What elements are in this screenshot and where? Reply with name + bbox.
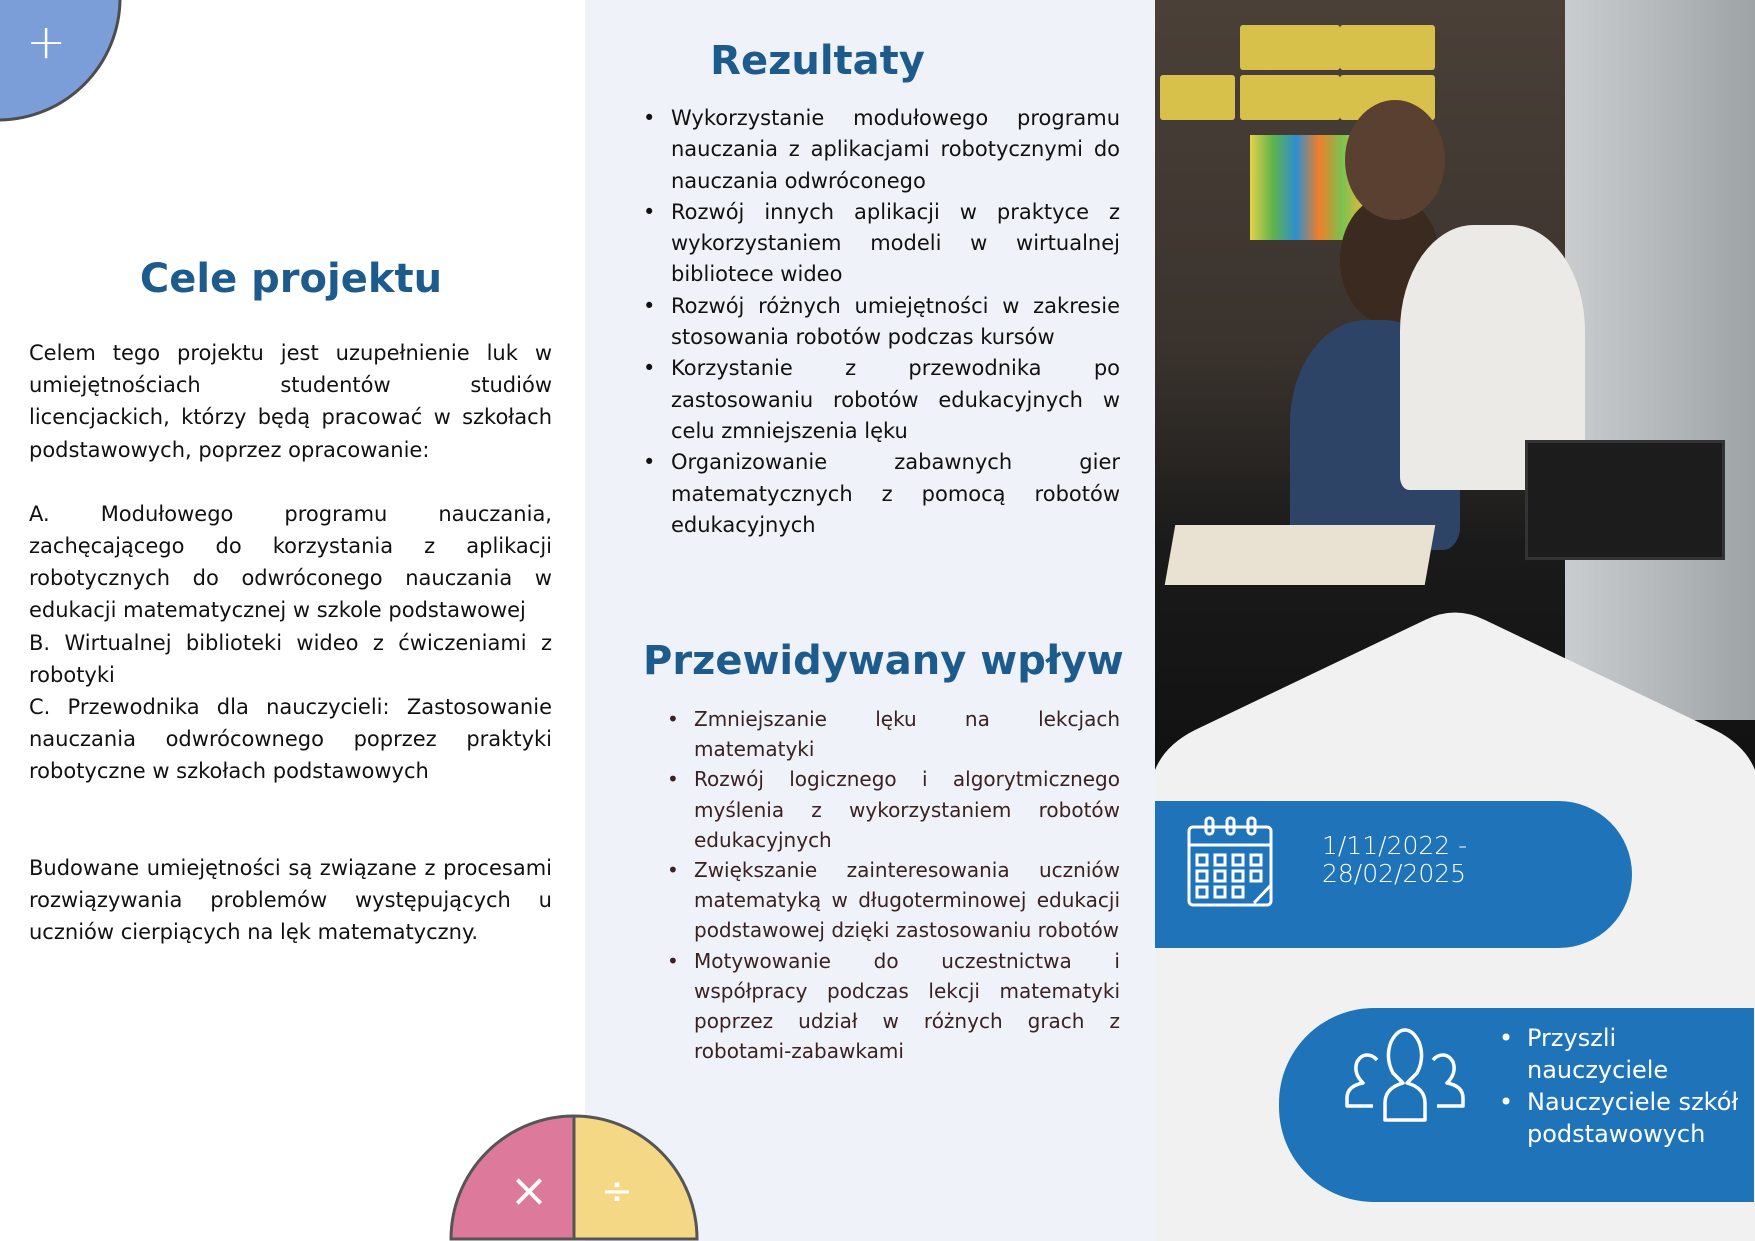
date-range <box>1322 832 1467 888</box>
goals-title: Cele projektu <box>139 256 443 302</box>
list-item: • Nauczyciele szkół podstawowych <box>1527 1086 1739 1150</box>
list-item: • Rozwój logicznego i algorytmicznego myślenia z wykorzystaniem robotów edukacyjnych <box>694 764 1120 855</box>
math-symbols-graphic <box>449 1114 699 1241</box>
divide-icon: ÷ <box>601 1169 633 1213</box>
multiply-icon: × <box>509 1163 549 1217</box>
list-item: • Przyszli nauczyciele <box>1527 1022 1739 1086</box>
plus-icon: + <box>26 14 67 70</box>
list-item: • Wykorzystanie modułowego programu nauczania z aplikacjami robotycznymi do nauczania odwróconego <box>671 103 1120 197</box>
list-item: • Zmniejszanie lęku na lekcjach matematyki <box>694 704 1120 764</box>
audience-list <box>1527 1022 1739 1150</box>
results-title: Rezultaty <box>710 38 925 84</box>
goal-a: A. Modułowego programu nauczania, zachęcającego do korzystania z aplikacji robotycznych do odwróconego nauczania w edukacji matematycznej w szkole podstawowej <box>29 501 552 623</box>
corner-plus-badge <box>0 0 125 125</box>
results-list <box>671 103 1120 541</box>
divide-segment <box>574 1116 697 1239</box>
list-item: • Organizowanie zabawnych gier matematycznych z pomocą robotów edukacyjnych <box>671 447 1120 541</box>
goal-b: B. Wirtualnej biblioteki wideo z ćwiczeniami z robotyki <box>29 630 552 687</box>
people-icon <box>1345 1028 1465 1123</box>
date-end: 28/02/2025 <box>1322 859 1467 888</box>
impact-list <box>694 704 1120 1066</box>
list-item: • Zwiększanie zainteresowania uczniów matematyką w długoterminowej edukacji podstawowej dzięki zastosowaniu robotów <box>694 855 1120 946</box>
goals-closing: Budowane umiejętności są związane z procesami rozwiązywania problemów występujących u uczniów cierpiących na lęk matematyczny. <box>29 855 552 945</box>
goals-text <box>29 337 552 948</box>
impact-title: Przewidywany wpływ <box>643 638 1124 684</box>
calendar-icon <box>1186 815 1276 910</box>
goal-c: C. Przewodnika dla nauczycieli: Zastosowanie nauczania odwrócownego poprzez praktyki robotyczne w szkołach podstawowych <box>29 695 552 784</box>
list-item: • Rozwój innych aplikacji w praktyce z wykorzystaniem modeli w wirtualnej bibliotece wideo <box>671 197 1120 291</box>
date-start: 1/11/2022 - <box>1322 831 1468 860</box>
list-item: • Motywowanie do uczestnictwa i współpracy podczas lekcji matematyki poprzez udział w różnych grach z robotami-zabawkami <box>694 946 1120 1067</box>
goals-intro: Celem tego projektu jest uzupełnienie luk w umiejętnościach studentów studiów licencjackich, którzy będą pracować w szkołach podstawowych, poprzez opracowanie: <box>29 341 552 462</box>
list-item: • Rozwój różnych umiejętności w zakresie stosowania robotów podczas kursów <box>671 291 1120 354</box>
background-shape <box>1155 0 1755 800</box>
list-item: • Korzystanie z przewodnika po zastosowaniu robotów edukacyjnych w celu zmniejszenia lęku <box>671 353 1120 447</box>
